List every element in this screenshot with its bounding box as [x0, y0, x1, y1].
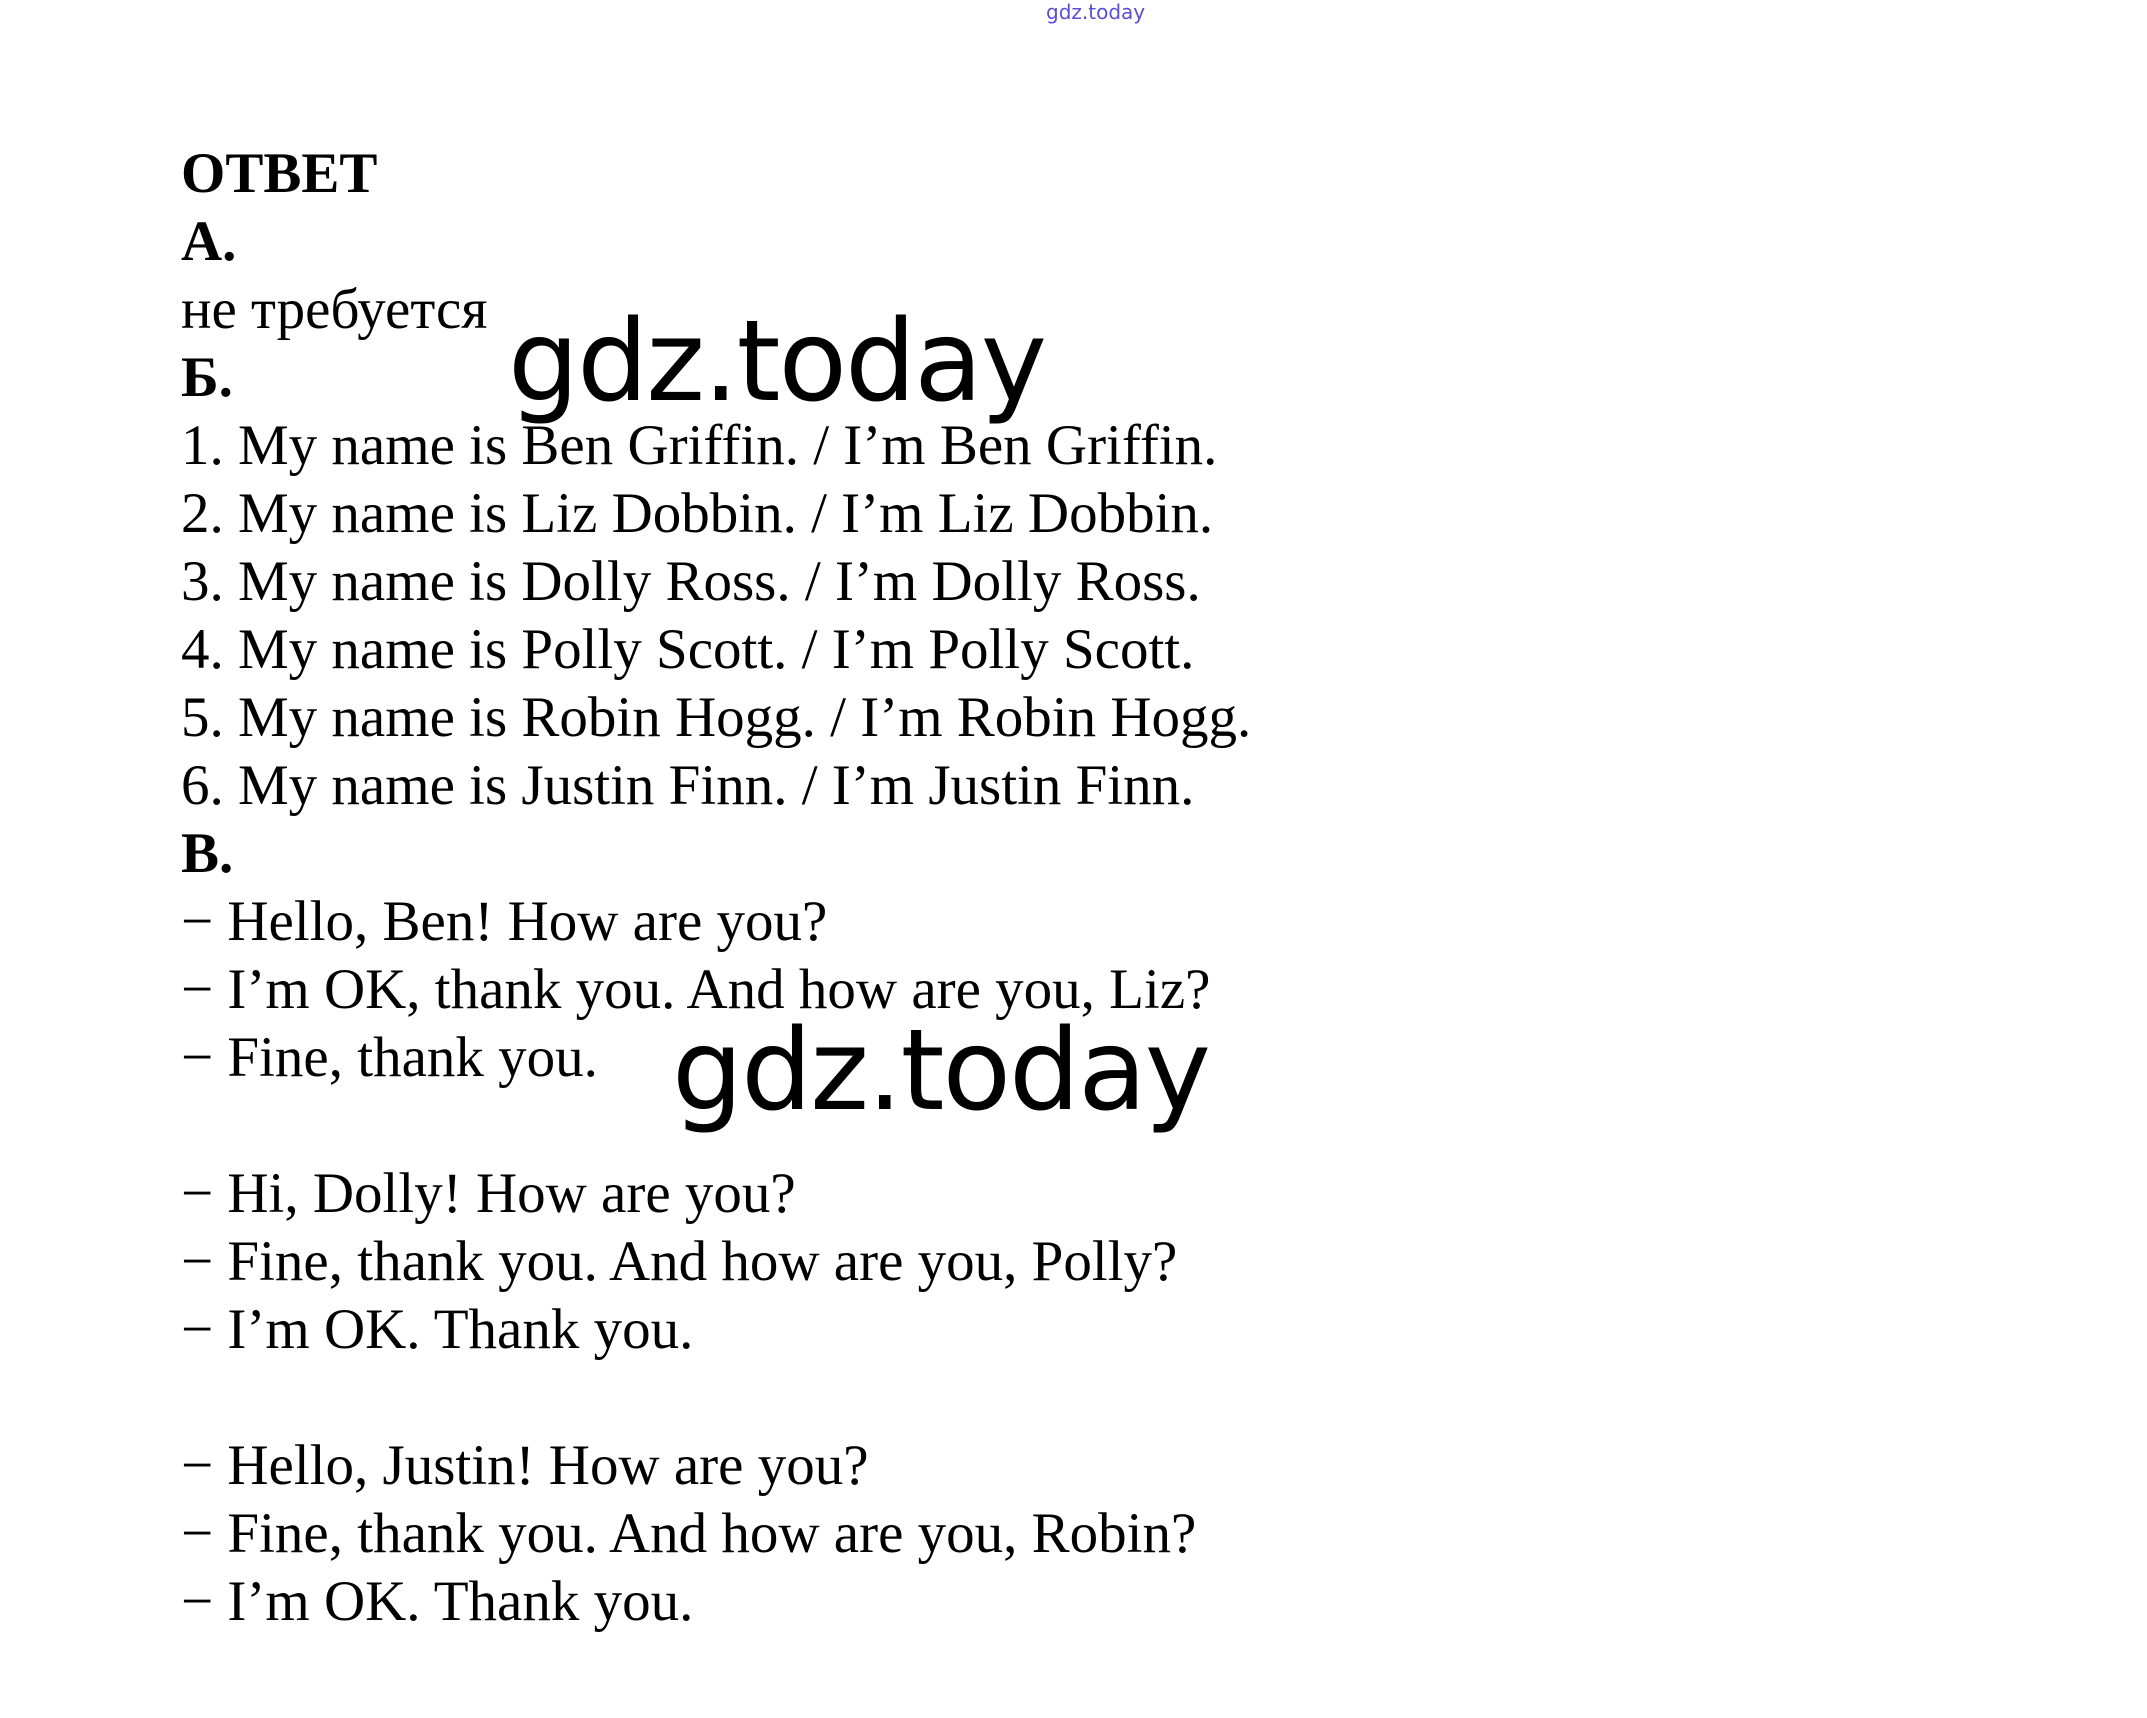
section-b-line: 3. My name is Dolly Ross. / I’m Dolly Ross.	[181, 550, 1201, 613]
section-b-line: 5. My name is Robin Hogg. / I’m Robin Hogg.	[181, 686, 1252, 749]
dialogue-line: − Fine, thank you. And how are you, Robin?	[181, 1502, 1197, 1565]
dialogue-line: − Fine, thank you. And how are you, Polly?	[181, 1230, 1178, 1293]
section-a-text: не требуется	[181, 278, 488, 341]
section-b-label: Б.	[181, 346, 233, 409]
top-watermark: gdz.today	[1046, 0, 1146, 24]
page-title: ОТВЕТ	[181, 142, 378, 205]
dialogue-line: − I’m OK, thank you. And how are you, Liz?	[181, 958, 1211, 1021]
dialogue-line: − I’m OK. Thank you.	[181, 1570, 694, 1633]
watermark-logo: gdz.today	[508, 297, 1046, 427]
dialogue-line: − I’m OK. Thank you.	[181, 1298, 694, 1361]
dialogue-line: − Fine, thank you.	[181, 1026, 598, 1089]
section-b-line: 1. My name is Ben Griffin. / I’m Ben Griffin.	[181, 414, 1218, 477]
dialogue-line: − Hello, Ben! How are you?	[181, 890, 828, 953]
dialogue-line: − Hello, Justin! How are you?	[181, 1434, 869, 1497]
dialogue-line: − Hi, Dolly! How are you?	[181, 1162, 796, 1225]
section-b-line: 6. My name is Justin Finn. / I’m Justin Finn.	[181, 754, 1195, 817]
section-c-label: В.	[181, 822, 234, 885]
dialogue-spacer	[181, 1364, 1251, 1432]
section-b-line: 4. My name is Polly Scott. / I’m Polly Scott.	[181, 618, 1195, 681]
section-a-label: А.	[181, 210, 237, 273]
section-b-line: 2. My name is Liz Dobbin. / I’m Liz Dobbin.	[181, 482, 1214, 545]
watermark-logo: gdz.today	[672, 1006, 1210, 1136]
